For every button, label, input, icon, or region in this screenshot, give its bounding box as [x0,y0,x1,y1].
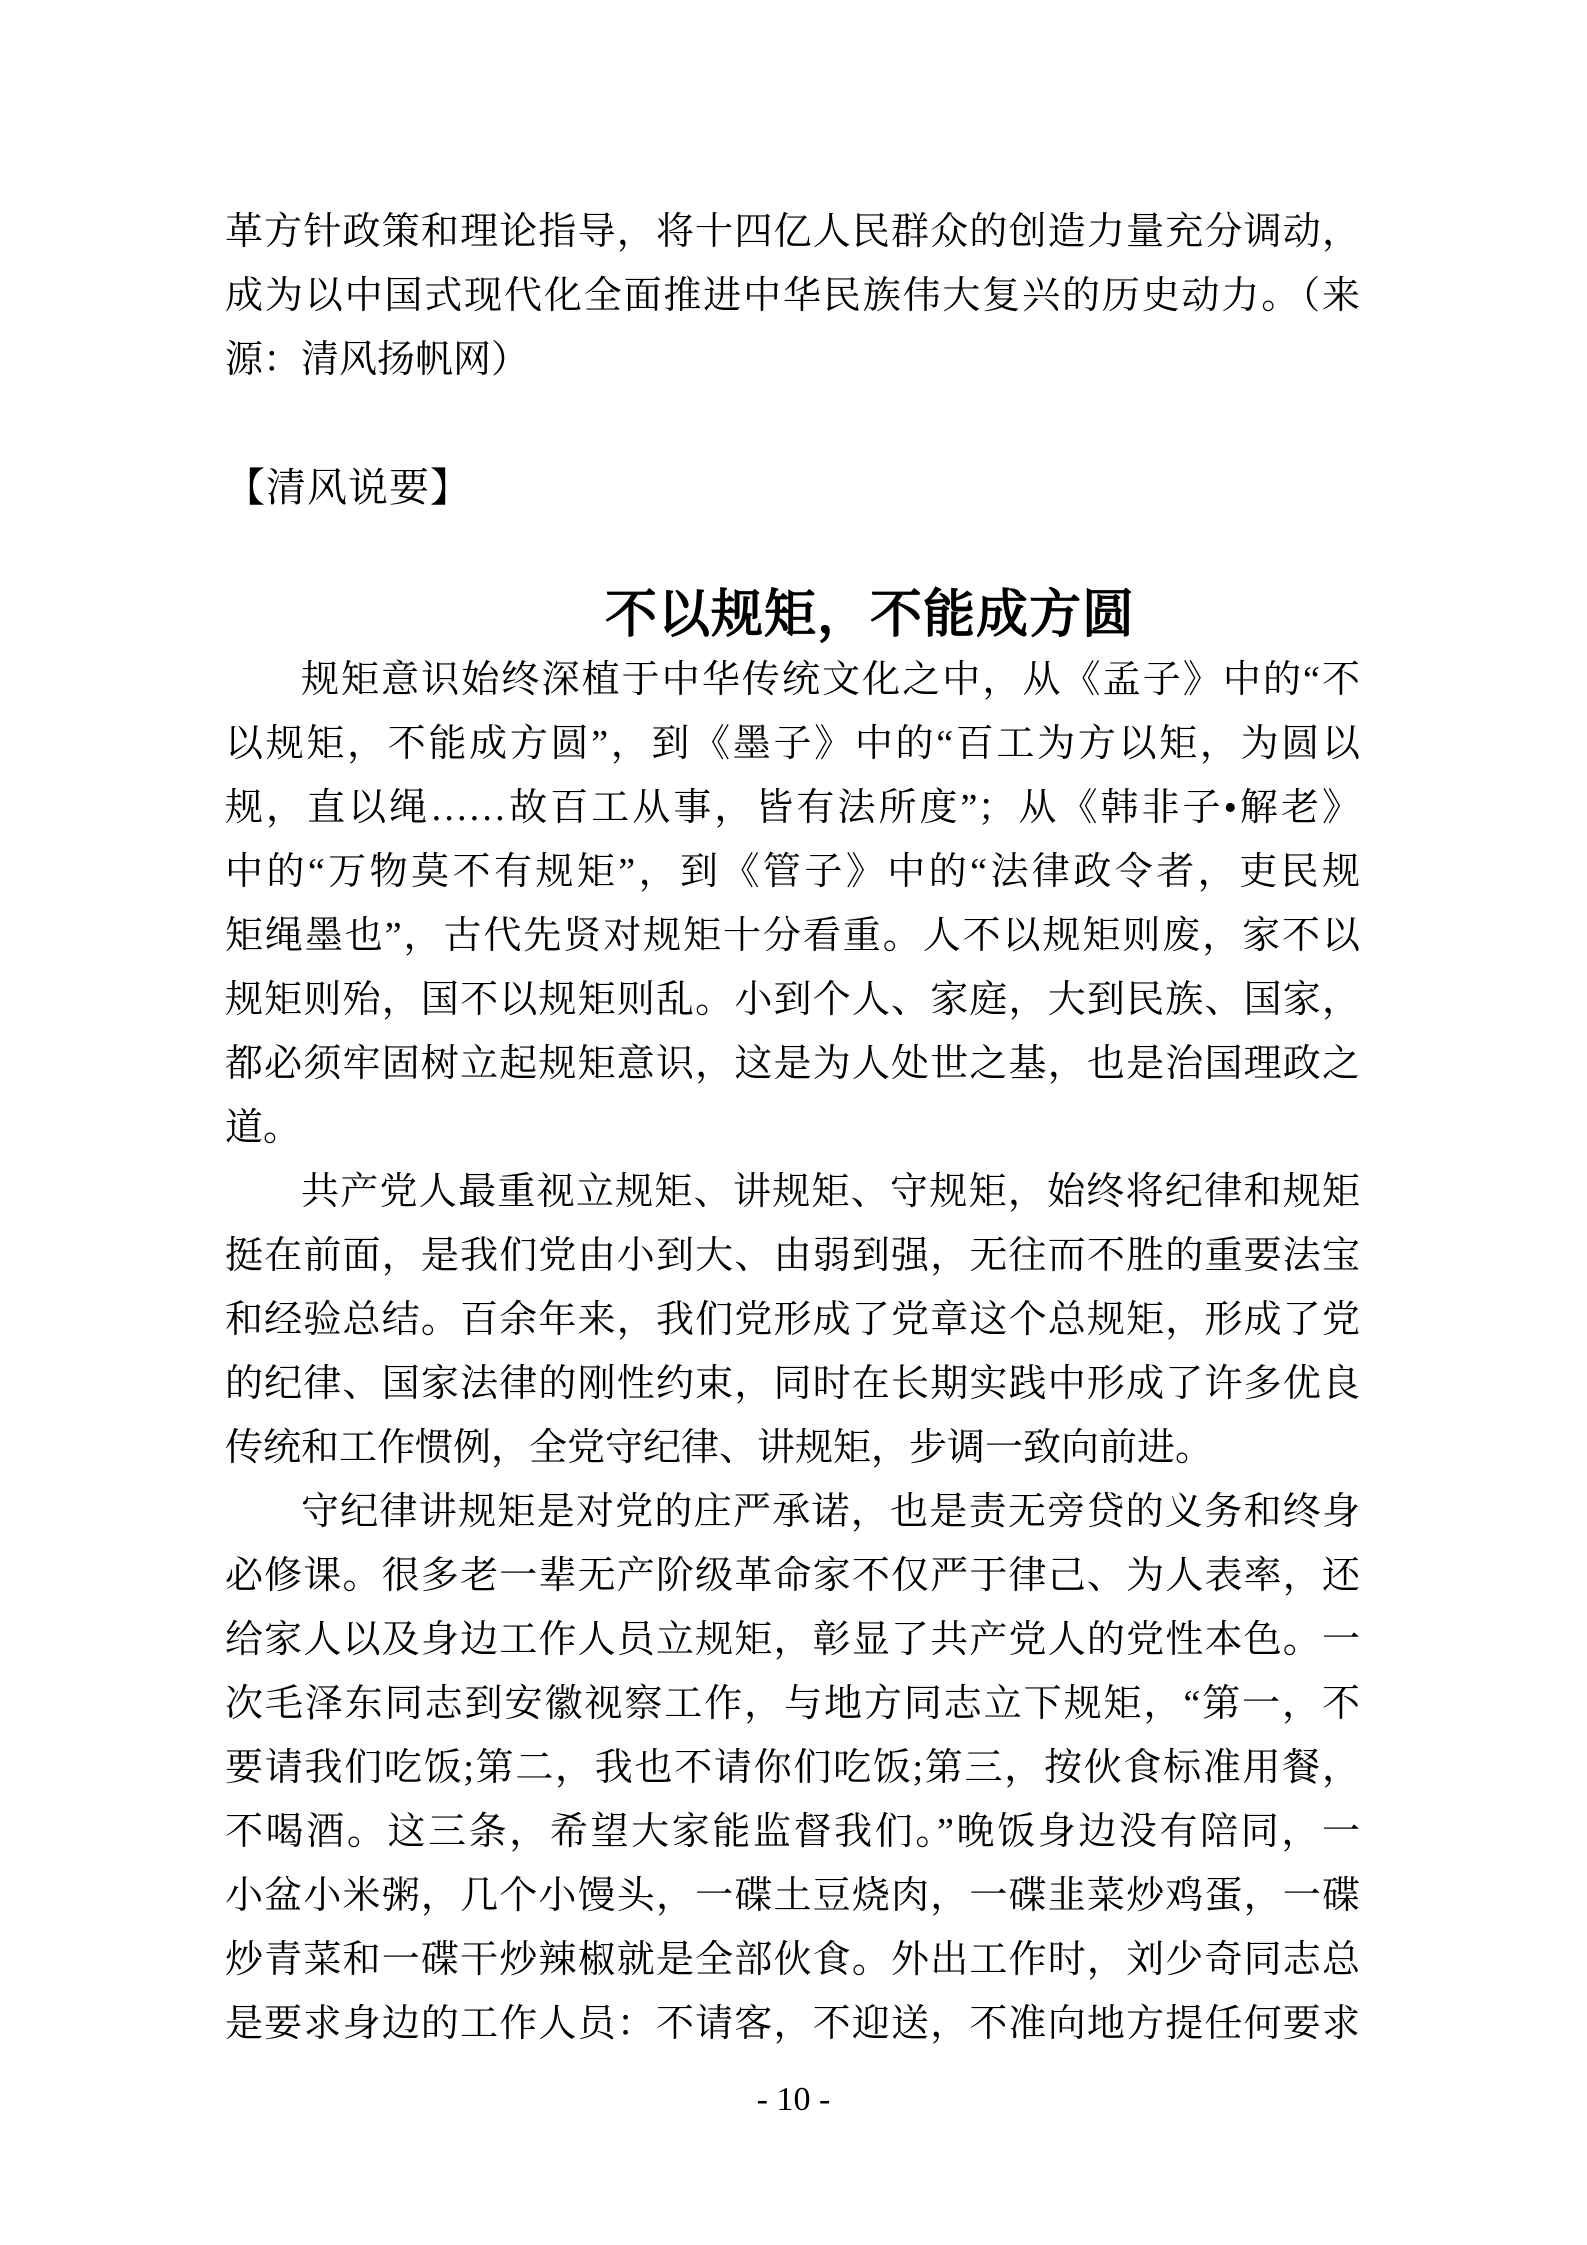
text-line: 源：清风扬帆网） [225,339,530,381]
blank-line [225,392,1360,456]
section-label: 【清风说要】 [225,465,471,510]
text-line: 要请我们吃饭;第二，我也不请你们吃饭;第三，按伙食标准用餐， [225,1747,1360,1789]
text-line: 次毛泽东同志到安徽视察工作，与地方同志立下规矩，“第一，不 [225,1683,1360,1725]
text-line: 挺在前面，是我们党由小到大、由弱到强，无往而不胜的重要法宝 [225,1235,1360,1277]
text-line: 小盆小米粥，几个小馒头，一碟土豆烧肉，一碟韭菜炒鸡蛋，一碟 [225,1875,1360,1917]
text-line: 矩绳墨也”，古代先贤对规矩十分看重。人不以规矩则废，家不以 [225,915,1360,957]
article-title: 不以规矩，不能成方圆 [605,587,1136,644]
article-paragraph [225,1480,1360,2056]
blank-line [225,520,1360,584]
text-line: 中的“万物莫不有规矩”，到《管子》中的“法律政令者，吏民规 [225,851,1360,893]
text-line: 给家人以及身边工作人员立规矩，彰显了共产党人的党性本色。一 [225,1619,1360,1661]
text-column [225,200,1360,2056]
intro-paragraph [225,200,1360,392]
text-line: 成为以中国式现代化全面推进中华民族伟大复兴的历史动力。（来 [225,275,1360,317]
article-paragraph [225,648,1360,1160]
text-line: 共产党人最重视立规矩、讲规矩、守规矩，始终将纪律和规矩 [301,1171,1360,1213]
text-line: 规，直以绳……故百工从事，皆有法所度”；从《韩非子•解老》 [225,787,1360,829]
text-line: 道。 [225,1107,302,1149]
text-line: 炒青菜和一碟干炒辣椒就是全部伙食。外出工作时，刘少奇同志总 [225,1939,1360,1981]
text-line: 传统和工作惯例，全党守纪律、讲规矩，步调一致向前进。 [225,1427,1214,1469]
text-line: 规矩则殆，国不以规矩则乱。小到个人、家庭，大到民族、国家， [225,979,1360,1021]
text-line: 以规矩，不能成方圆”，到《墨子》中的“百工为方以矩，为圆以 [225,723,1360,765]
text-line: 不喝酒。这三条，希望大家能监督我们。”晚饭身边没有陪同，一 [225,1811,1360,1853]
text-line: 是要求身边的工作人员：不请客，不迎送，不准向地方提任何要求 [225,2003,1360,2045]
text-line: 必修课。很多老一辈无产阶级革命家不仅严于律己、为人表率，还 [225,1555,1360,1597]
text-line: 都必须牢固树立起规矩意识，这是为人处世之基，也是治国理政之 [225,1043,1360,1085]
page-number: - 10 - [756,2081,831,2118]
text-line: 和经验总结。百余年来，我们党形成了党章这个总规矩，形成了党 [225,1299,1360,1341]
text-line: 的纪律、国家法律的刚性约束，同时在长期实践中形成了许多优良 [225,1363,1360,1405]
article-paragraph [225,1160,1360,1480]
text-line: 守纪律讲规矩是对党的庄严承诺，也是责无旁贷的义务和终身 [301,1491,1360,1533]
text-line: 革方针政策和理论指导，将十四亿人民群众的创造力量充分调动， [225,211,1360,253]
text-line: 规矩意识始终深植于中华传统文化之中，从《孟子》中的“不 [301,659,1360,701]
